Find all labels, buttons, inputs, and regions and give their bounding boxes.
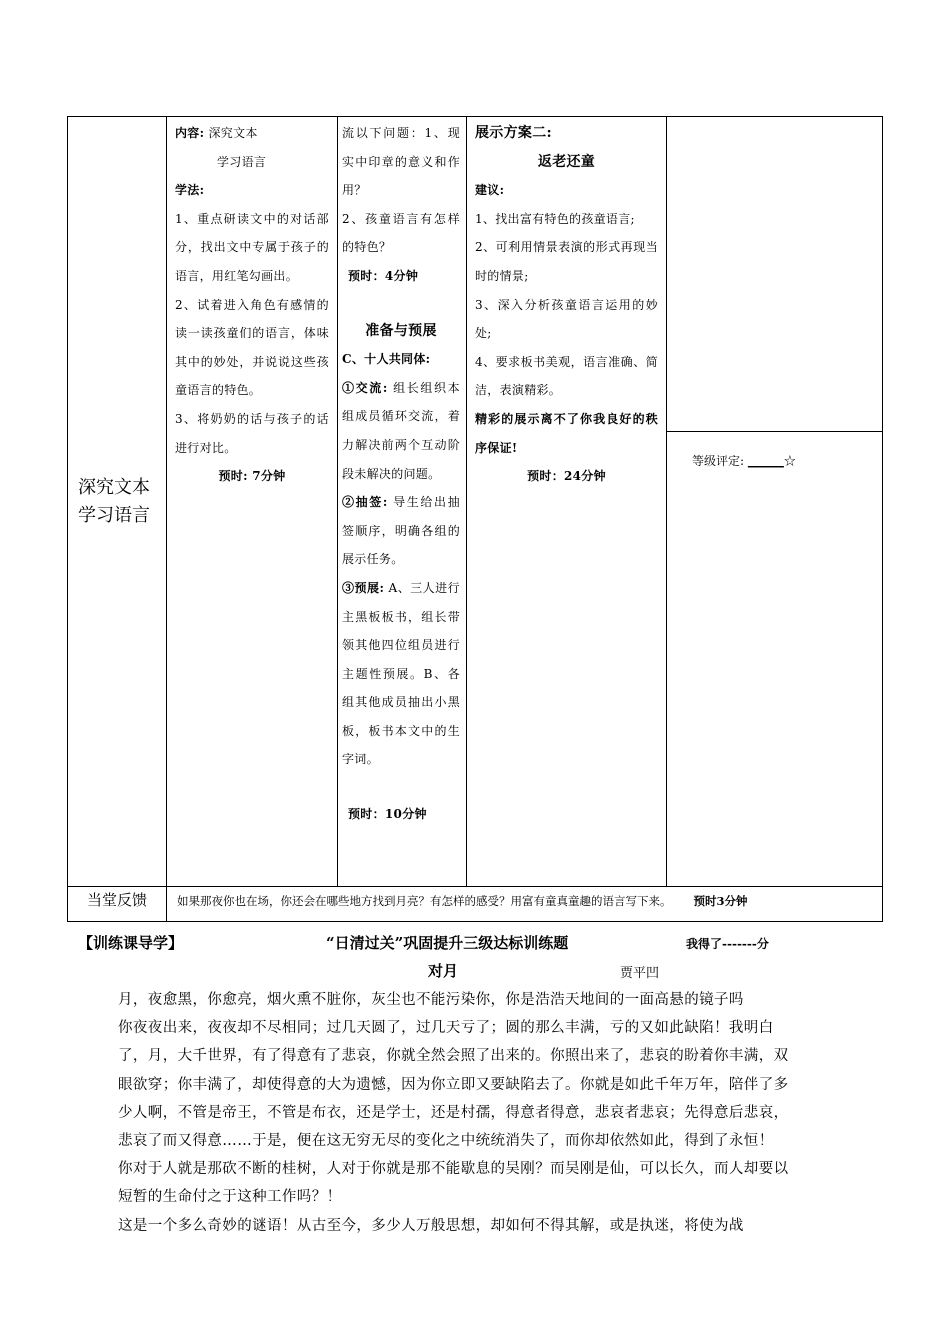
grade-line: 等级评定: ______☆ bbox=[692, 454, 796, 468]
suggest-item-2: 2、可利用情景表演的形式再现当时的情景; bbox=[475, 240, 658, 283]
method-item-1: 1、重点研读文中的对话部分，找出文中专属于孩子的语言，用红笔勾画出。 bbox=[175, 211, 329, 283]
discussion-cell bbox=[338, 117, 467, 887]
training-score: 我得了-------分 bbox=[686, 937, 769, 951]
feedback-label: 当堂反馈 bbox=[68, 887, 167, 922]
study-method-cell bbox=[167, 117, 338, 887]
essay-paragraph-3: 你对于人就是那砍不断的桂树，人对于你就是那不能歇息的吴刚？而吴刚是仙，可以长久，而人却要以短暂的生命付之于这种工作吗？！ bbox=[118, 1161, 789, 1206]
plan-title: 返老还童 bbox=[537, 153, 596, 170]
show-plan-cell bbox=[467, 117, 667, 887]
essay-paragraph-1: 月，夜愈黑，你愈亮，烟火熏不脏你，灰尘也不能污染你，你是浩浩天地间的一面高悬的镜子吗 bbox=[118, 992, 744, 1008]
step-draw: ②抽签: 导生给出抽签顺序，明确各组的展示任务。 bbox=[342, 495, 460, 567]
suggest-item-3: 3、深入分析孩童语言运用的妙处; bbox=[475, 297, 658, 341]
training-title: “日清过关”巩固提升三级达标训练题 bbox=[326, 934, 569, 952]
feedback-text-cell bbox=[167, 887, 883, 922]
training-label: 【训练课导学】 bbox=[78, 934, 184, 952]
group-heading: C、十人共同体: bbox=[342, 352, 431, 367]
star-icon: ☆ bbox=[783, 454, 796, 468]
method-item-2: 2、试着进入角色有感情的读一读孩童们的语言，体味其中的妙处，并说说这些孩童语言的特色。 bbox=[175, 297, 329, 398]
method-label: 学法: bbox=[175, 183, 205, 198]
poem-title: 对月 bbox=[428, 962, 459, 980]
show-time: 预时：24分钟 bbox=[527, 469, 606, 484]
suggest-label: 建议: bbox=[475, 183, 505, 198]
section-label: 深究文本学习语言 bbox=[78, 476, 150, 526]
step-preview: ③预展: A、三人进行主黑板板书，组长带领其他四位组员进行主题性预展。B、各组其他成员抽出小黑板，板书本文中的生字词。 bbox=[342, 580, 460, 767]
ready-time: 预时：10分钟 bbox=[348, 807, 427, 822]
method-time: 预时: 7分钟 bbox=[218, 469, 286, 484]
essay-paragraph-4: 这是一个多么奇妙的谜语！从古至今，多少人万般思想，却如何不得其解，或是执迷，将使为战 bbox=[118, 1217, 744, 1234]
discussion-time: 预时：4分钟 bbox=[348, 268, 419, 283]
feedback-time: 预时3分钟 bbox=[693, 894, 748, 908]
grade-blank: ______ bbox=[747, 454, 784, 468]
lesson-plan-table bbox=[67, 116, 883, 922]
grade-blank-area bbox=[667, 117, 882, 432]
grade-cell bbox=[667, 117, 883, 887]
plan-heading: 展示方案二: bbox=[475, 125, 552, 141]
question-2: 2、孩童语言有怎样的特色？ bbox=[342, 211, 460, 255]
ready-heading: 准备与预展 bbox=[365, 322, 437, 339]
content-line: 内容: 深究文本 bbox=[175, 126, 258, 140]
method-item-3: 3、将奶奶的话与孩子的话进行对比。 bbox=[175, 411, 329, 455]
order-note: 精彩的展示离不了你我良好的秩序保证! bbox=[475, 411, 658, 455]
suggest-item-4: 4、要求板书美观，语言准确、简洁，表演精彩。 bbox=[475, 354, 658, 398]
essay-body bbox=[118, 986, 790, 1240]
step-exchange: ①交流: 组长组织本组成员循环交流，着力解决前两个互动阶段未解决的问题。 bbox=[342, 380, 460, 481]
content-line-2: 学习语言 bbox=[217, 154, 267, 169]
essay-paragraph-2: 你夜夜出来，夜夜却不尽相同；过几天圆了，过几天亏了；圆的那么丰满，亏的又如此缺陷！我明白了，月，大千世界，有了得意有了悲哀，你就全然会照了出来的。你照出来了，悲哀的盼着你丰满，双眼欲穿；你丰满了，却使得意的大为遗憾，因为你立即又要缺陷去了。你就是如此千年万年，陪伴了多少人啊，不管是帝王，不管是布衣，还是学士，还是村孺，得意者得意，悲哀者悲哀；先得意后悲哀，悲哀了而又得意……于是，便在这无穷无尽的变化之中统统消失了，而你却依然如此，得到了永恒！ bbox=[118, 1020, 789, 1150]
feedback-text: 如果那夜你也在场，你还会在哪些地方找到月亮？有怎样的感受？用富有童真童趣的语言写下来。 bbox=[177, 894, 672, 908]
question-1: 流以下问题：1、现实中印章的意义和作用？ bbox=[342, 126, 460, 198]
poem-author: 贾平凹 bbox=[620, 966, 660, 981]
section-label-cell bbox=[68, 117, 167, 887]
suggest-item-1: 1、找出富有特色的孩童语言; bbox=[475, 211, 635, 226]
